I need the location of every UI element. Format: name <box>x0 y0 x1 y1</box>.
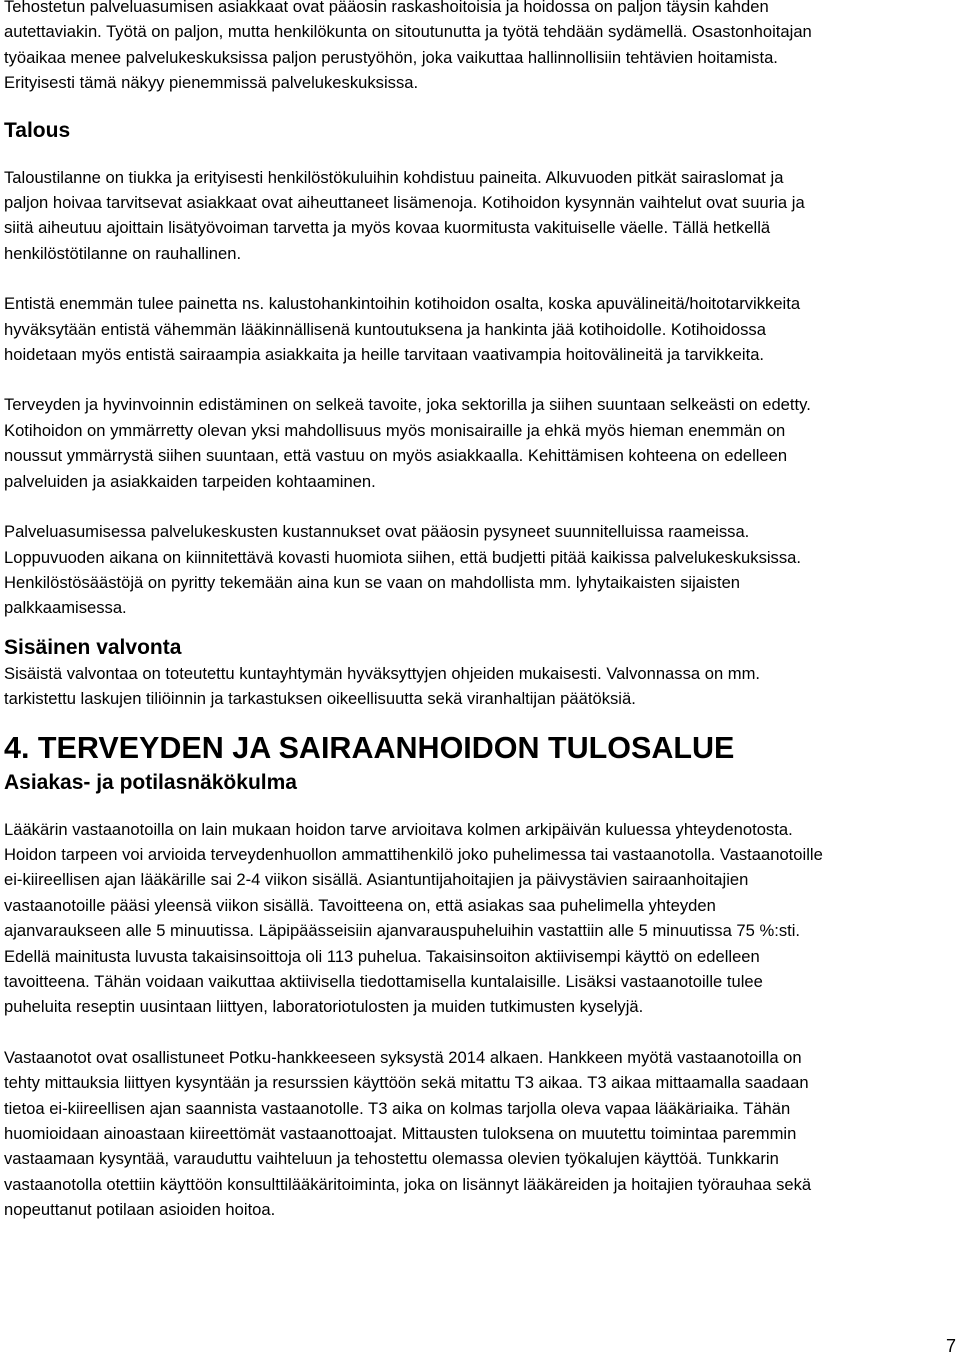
chapter-paragraph-2: Vastaanotot ovat osallistuneet Potku-hankkeeseen syksystä 2014 alkaen. Hankkeen myötä vastaanotoilla on tehty mittauksia liittyen kysyntään ja resurssien käyttöön sekä mitattu T3 aikaa. T3 aikaa mittaamalla saadaan tietoa ei-kiireellisen ajan saannista vastaanotolle. T3 aika on kolmas tarjolla oleva vapaa lääkäriaika. Tähän huomioidaan ainoastaan kiireettömät vastaanottoajat. Mittausten tuloksena on muutettu toimintaa paremmin vastaamaan kysyntää, varauduttu vaihteluun ja tehostettu olemassa olevien työkalujen käyttöä. Tunkkarin vastaanotolla otettiin käyttöön konsulttilääkäritoiminta, joka on lisännyt lääkäreiden ja hoitajien työrauhaa sekä nopeuttanut potilaan asioiden hoitoa. <box>4 1047 812 1220</box>
talous-paragraph-1: Taloustilanne on tiukka ja erityisesti henkilöstökuluihin kohdistuu paineita. Alkuvuoden pitkät sairaslomat ja paljon hoivaa tarvitsevat asiakkaat ovat aiheuttaneet lisämenoja. Kotihoidon kysynnän vaihtelut ovat suuria ja siitä aiheutuu ajoittain lisätyövoiman tarvetta ja myös kovaa kuormitusta vakituiselle väelle. Tällä hetkellä henkilöstötilanne on rauhallinen. <box>4 167 805 263</box>
chapter-paragraph-1: Lääkärin vastaanotoilla on lain mukaan hoidon tarve arvioitava kolmen arkipäivän kuluessa yhteydenotosta. Hoidon tarpeen voi arvioida terveydenhuollon ammattihenkilö joko puhelimessa tai vastaanotolla. Vastaanotoille ei-kiireellisen ajan lääkärille sai 2-4 viikon sisällä. Asiantuntijahoitajien ja päivystävien sairaanhoitajien vastaanotoille pääsi yleensä viikon sisällä. Tavoitteena on, että asiakas saa puhelimella yhteyden ajanvaraukseen alle 5 minuutissa. Läpipäässeisiin ajanvarauspuheluihin vastattiin alle 5 minuutissa 75 %:sti. Edellä mainitusta luvusta takaisinsoittoja oli 113 puhelua. Takaisinsoiton aktiivisempi käyttö on edelleen tavoitteena. Tähän voidaan vaikuttaa aktiivisella tiedottamisella kuntalaisille. Lisäksi vastaanotoille tulee puheluita reseptin uusintaan liittyen, laboratoriotulosten ja muiden tutkimusten kyselyjä. <box>4 819 823 1017</box>
page-number: 7 <box>945 1336 956 1356</box>
talous-paragraph-4: Palveluasumisessa palvelukeskusten kustannukset ovat pääosin pysyneet suunnitelluissa raameissa. Loppuvuoden aikana on kiinnitettävä kovasti huomiota siihen, että budjetti pitää kaikissa palvelukeskuksissa. Henkilöstösäästöjä on pyritty tekemään aina kun se vaan on mahdollista mm. lyhytaikaisten sijaisten palkkaamisessa. <box>4 522 801 618</box>
section-heading-sisainen-valvonta: Sisäinen valvonta <box>4 635 182 659</box>
intro-paragraph: Tehostetun palveluasumisen asiakkaat ovat pääosin raskashoitoisia ja hoidossa on paljon täysin kahden autettaviakin. Työtä on paljon, mutta henkilökunta on sitoutunutta ja työtä tehdään sydämellä. Osastonhoitajan työaikaa menee palvelukeskuksissa paljon perustyöhön, joka vaikuttaa hallinnollisiin tehtävien hoitamista. Erityisesti tämä näkyy pienemmissä palvelukeskuksissa. <box>4 0 812 93</box>
sisainen-valvonta-paragraph: Sisäistä valvontaa on toteutettu kuntayhtymän hyväksyttyjen ohjeiden mukaisesti. Valvonnassa on mm. tarkistettu laskujen tiliöinnin ja tarkastuksen oikeellisuutta sekä viranhaltijan päätöksiä. <box>4 663 761 709</box>
talous-paragraph-2: Entistä enemmän tulee painetta ns. kalustohankintoihin kotihoidon osalta, koska apuvälineitä/hoitotarvikkeita hyväksytään entistä vähemmän lääkinnällisenä kuntoutuksena ja hankinta jää kotihoidolle. Kotihoidossa hoidetaan myös entistä sairaampia asiakkaita ja heille tarvitaan vaativampia hoitovälineitä ja tarvikkeita. <box>4 294 801 365</box>
chapter-heading: 4. TERVEYDEN JA SAIRAANHOIDON TULOSALUE <box>4 730 735 765</box>
document-page <box>4 0 950 1223</box>
chapter-subheading: Asiakas- ja potilasnäkökulma <box>4 770 297 794</box>
section-heading-talous: Talous <box>4 118 71 142</box>
talous-paragraph-3: Terveyden ja hyvinvoinnin edistäminen on selkeä tavoite, joka sektorilla ja siihen suuntaan selkeästi on edetty. Kotihoidon on ymmärretty olevan yksi mahdollisuus myös monisairaille ja ehkä myös hieman enemmän on noussut ymmärrystä siihen suuntaan, että vastuu on myös asiakkaalla. Kehittämisen kohteena on edelleen palveluiden ja asiakkaiden tarpeiden kohtaaminen. <box>4 395 811 491</box>
